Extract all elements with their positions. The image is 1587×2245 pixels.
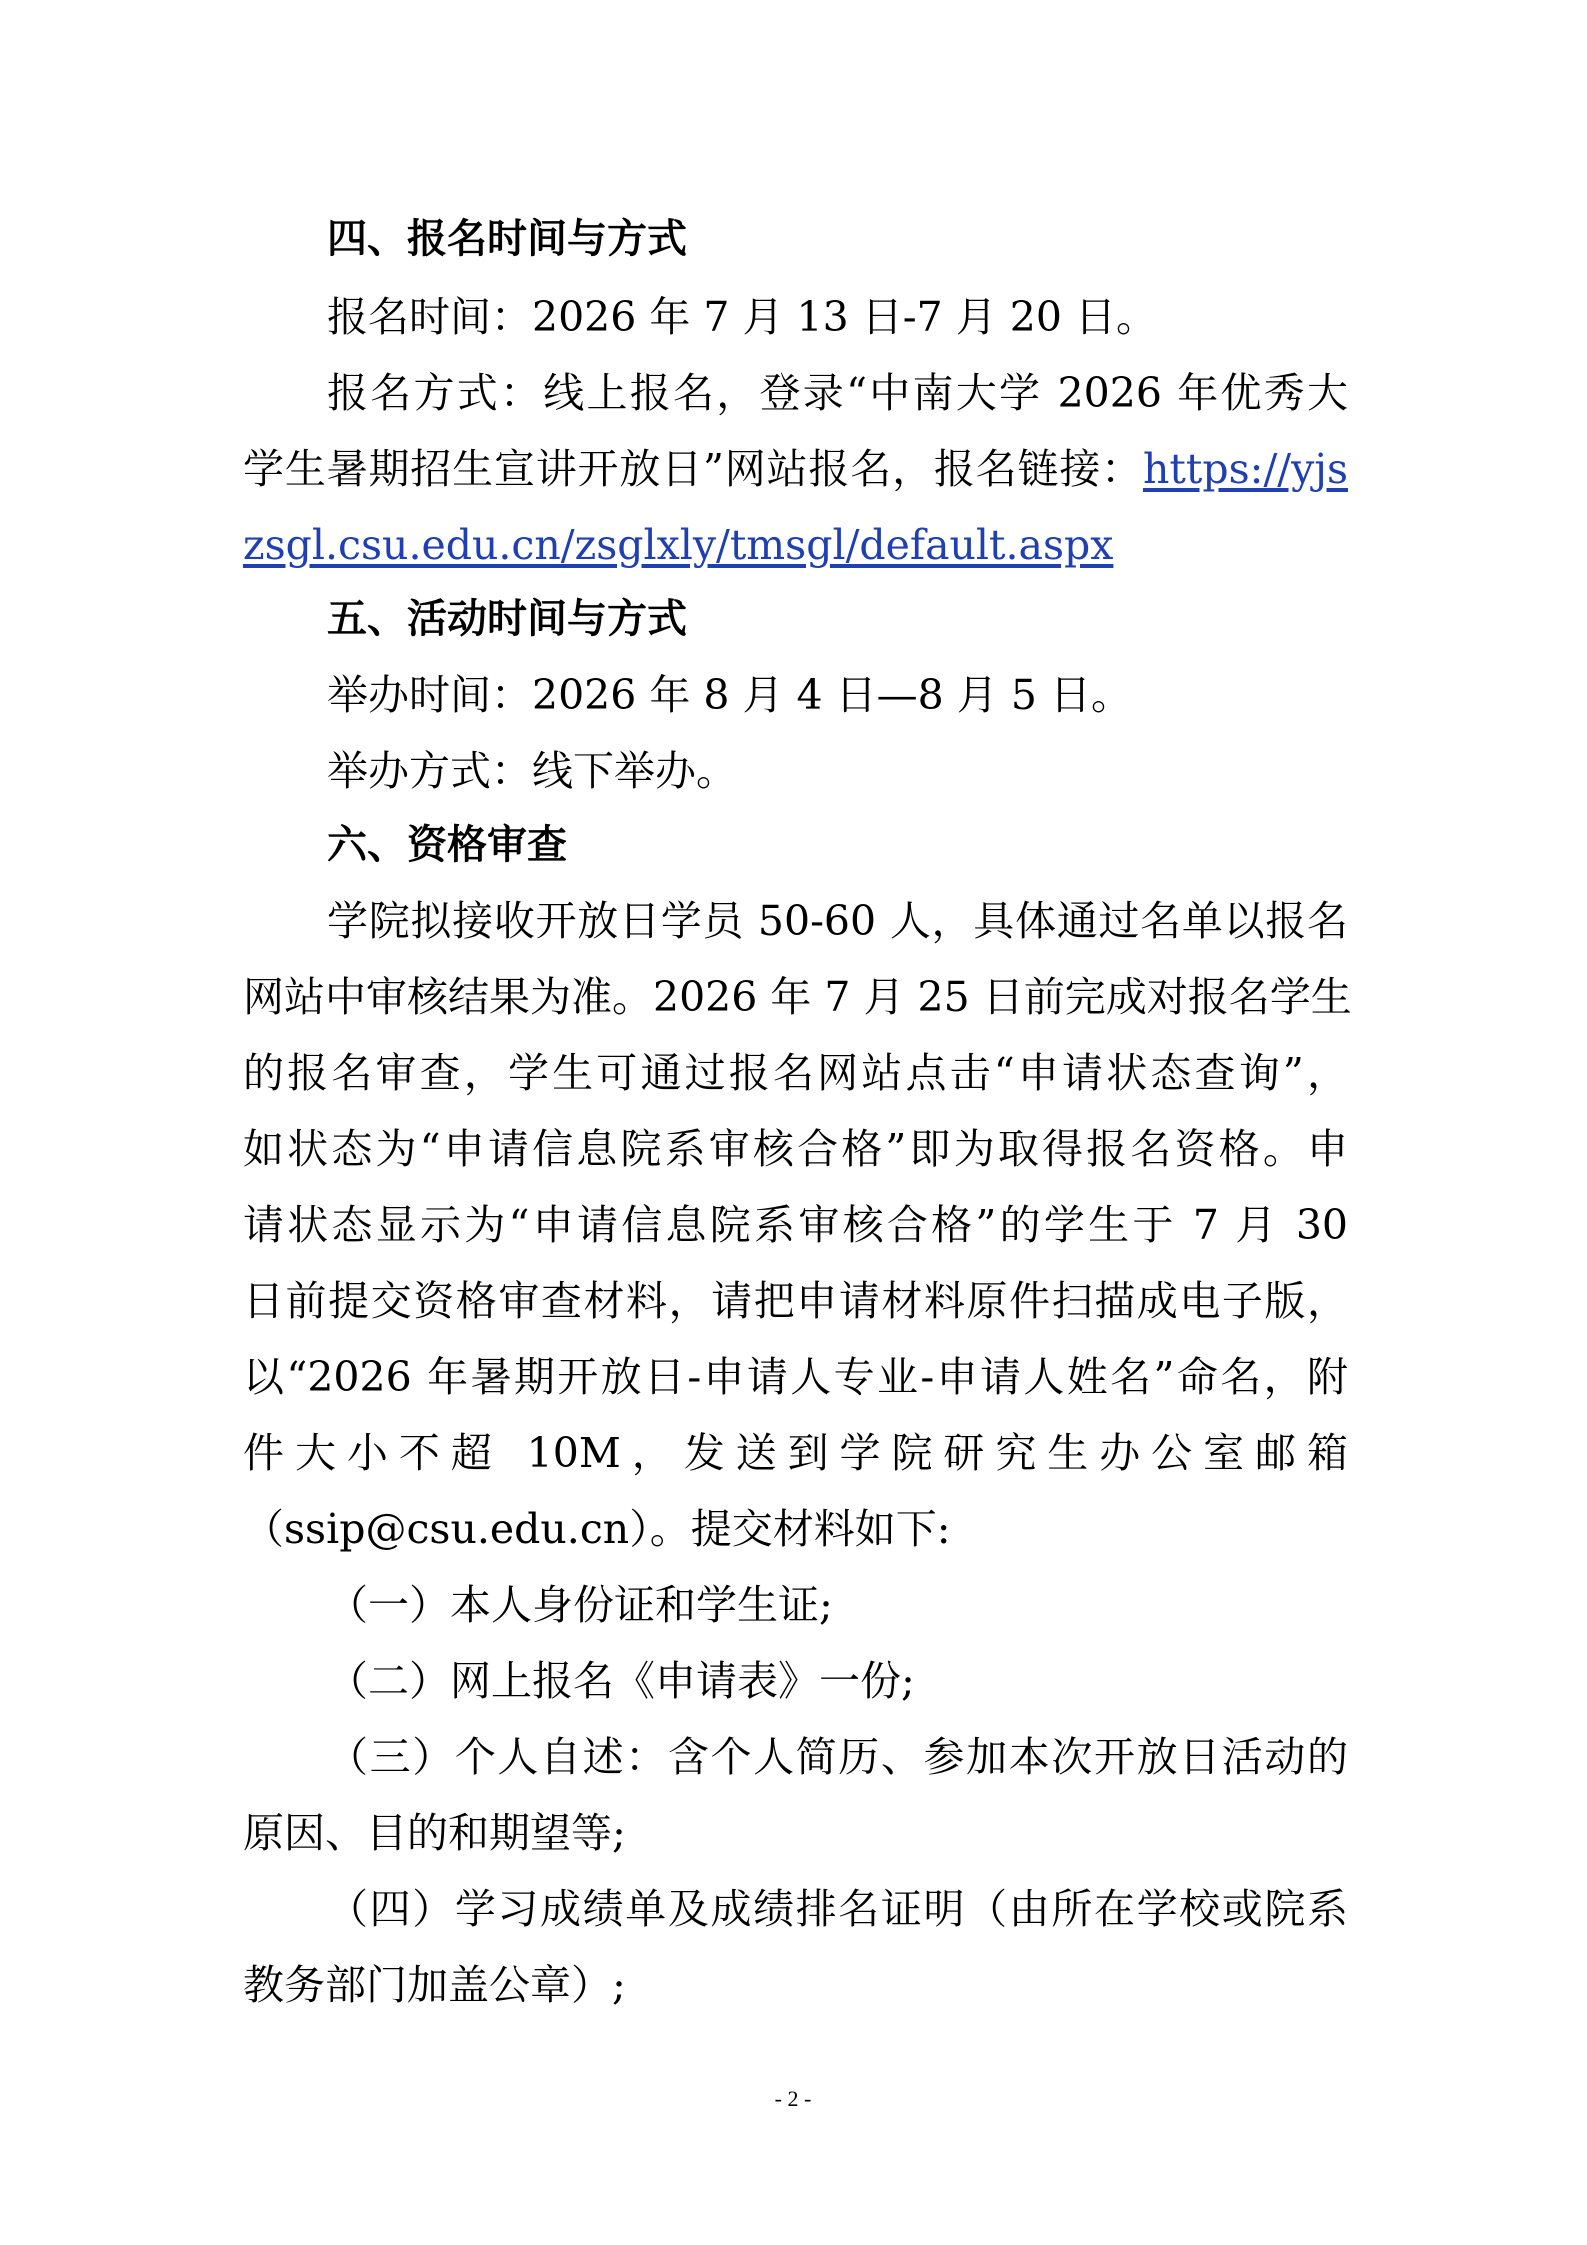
page-number: - 2 - bbox=[774, 2086, 812, 2111]
qualification-paragraph-line-3: 的报名审查，学生可通过报名网站点击“申请状态查询”， bbox=[243, 1049, 1348, 1097]
registration-link-part-1[interactable]: https://yjs bbox=[1143, 445, 1348, 493]
materials-item-3-line-2: 原因、目的和期望等; bbox=[243, 1809, 626, 1857]
registration-link-line bbox=[243, 518, 1348, 572]
qualification-paragraph-line-4: 如状态为“申请信息院系审核合格”即为取得报名资格。申 bbox=[243, 1125, 1348, 1173]
materials-item-4-line-2: 教务部门加盖公章）; bbox=[243, 1961, 626, 2009]
materials-item-3-line-1: （三）个人自述：含个人简历、参加本次开放日活动的 bbox=[327, 1733, 1348, 1781]
registration-time: 报名时间：2026 年 7 月 13 日-7 月 20 日。 bbox=[327, 293, 1157, 341]
qualification-paragraph-line-6: 日前提交资格审查材料，请把申请材料原件扫描成电子版， bbox=[243, 1277, 1348, 1325]
event-method: 举办方式：线下举办。 bbox=[327, 747, 737, 795]
materials-item-4-line-1: （四）学习成绩单及成绩排名证明（由所在学校或院系 bbox=[327, 1885, 1348, 1933]
registration-method-line-2 bbox=[243, 442, 1348, 496]
qualification-paragraph-line-5: 请状态显示为“申请信息院系审核合格”的学生于 7 月 30 bbox=[243, 1201, 1348, 1249]
section-five-heading: 五、活动时间与方式 bbox=[327, 596, 687, 642]
registration-link-part-2[interactable]: zsgl.csu.edu.cn/zsglxly/tmsgl/default.aspx bbox=[243, 521, 1114, 569]
registration-method-text: 学生暑期招生宣讲开放日”网站报名，报名链接： bbox=[243, 445, 1143, 493]
section-six-heading: 六、资格审查 bbox=[327, 822, 567, 868]
materials-item-2: （二）网上报名《申请表》一份; bbox=[327, 1657, 915, 1705]
qualification-paragraph-line-9: （ssip@csu.edu.cn）。提交材料如下: bbox=[243, 1505, 951, 1553]
event-time: 举办时间：2026 年 8 月 4 日—8 月 5 日。 bbox=[327, 671, 1132, 719]
materials-item-1: （一）本人身份证和学生证; bbox=[327, 1581, 833, 1629]
registration-method-line-1: 报名方式：线上报名，登录“中南大学 2026 年优秀大 bbox=[327, 369, 1348, 417]
qualification-paragraph-line-2: 网站中审核结果为准。2026 年 7 月 25 日前完成对报名学生 bbox=[243, 973, 1352, 1021]
section-four-heading: 四、报名时间与方式 bbox=[327, 216, 687, 262]
qualification-paragraph-line-1: 学院拟接收开放日学员 50-60 人，具体通过名单以报名 bbox=[327, 897, 1348, 945]
qualification-paragraph-line-7: 以“2026 年暑期开放日-申请人专业-申请人姓名”命名，附 bbox=[243, 1353, 1348, 1401]
qualification-paragraph-line-8: 件大小不超 10M，发送到学院研究生办公室邮箱 bbox=[243, 1429, 1348, 1477]
